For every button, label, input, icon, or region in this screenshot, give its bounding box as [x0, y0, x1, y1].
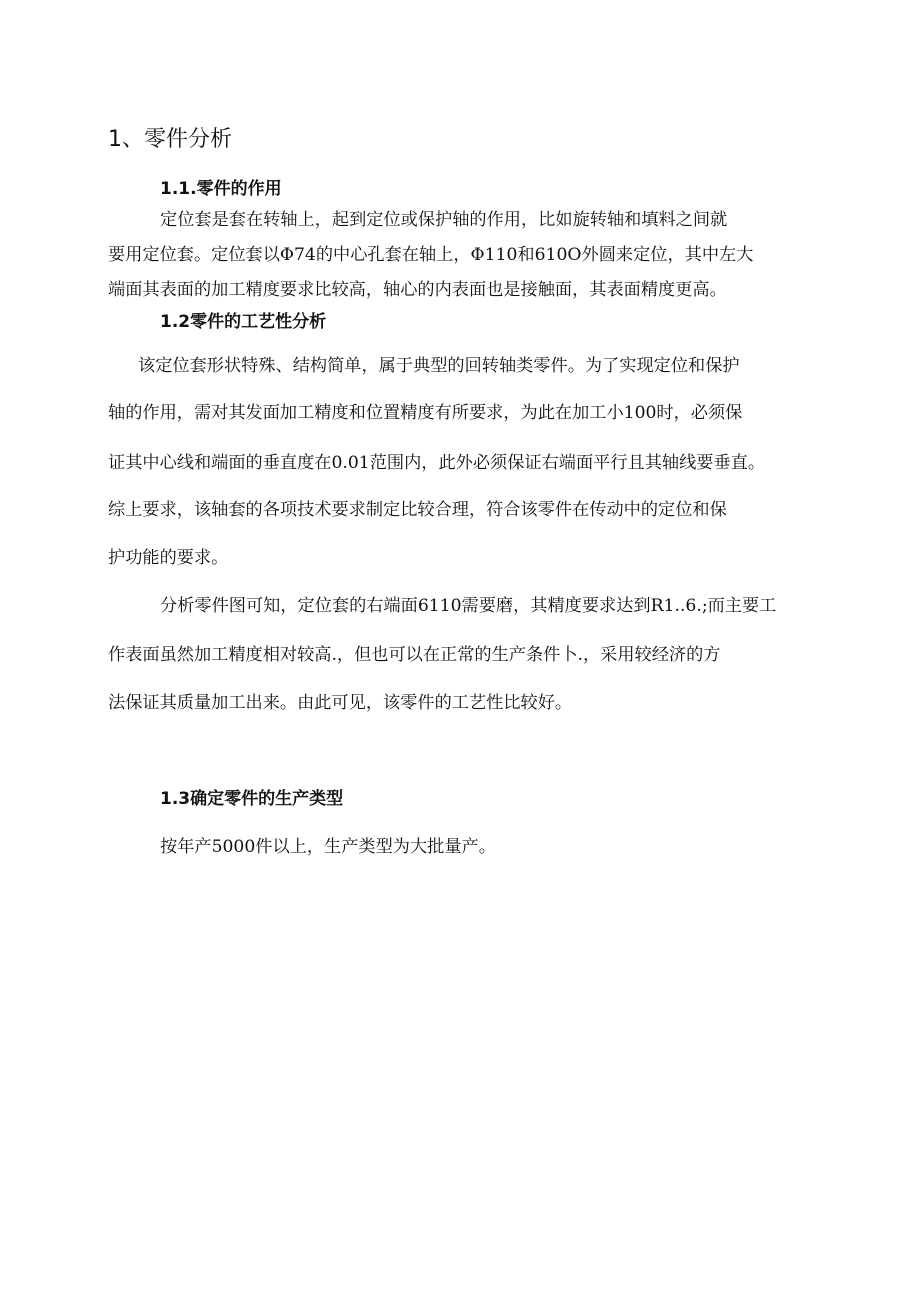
paragraph-line: 作表面虽然加工精度相对较高.，但也可以在正常的生产条件卜.，采用较经济的方 [108, 645, 721, 665]
paragraph-line: 护功能的要求。 [108, 548, 229, 568]
section-heading-1: 1、零件分析 [108, 127, 232, 152]
paragraph-line: 证其中心线和端面的垂直度在0.01范围内，此外必须保证右端面平行且其轴线要垂直。 [108, 453, 766, 473]
paragraph-line: 分析零件图可知，定位套的右端面6110需要磨，其精度要求达到R1..6.;而主要工 [160, 596, 777, 616]
paragraph-line: 端面其表面的加工精度要求比较高，轴心的内表面也是接触面，其表面精度更高。 [108, 280, 727, 300]
paragraph-line: 按年产5000件以上，生产类型为大批量产。 [160, 837, 496, 857]
section-heading-1-1: 1.1.零件的作用 [160, 179, 282, 199]
paragraph-line: 法保证其质量加工出来。由此可见，该零件的工艺性比较好。 [108, 693, 573, 713]
paragraph-line: 该定位套形状特殊、结构简单，属于典型的回转轴类零件。为了实现定位和保护 [138, 356, 740, 376]
paragraph-line: 轴的作用，需对其发面加工精度和位置精度有所要求，为此在加工小100时，必须保 [108, 403, 743, 423]
section-heading-1-3: 1.3确定零件的生产类型 [160, 789, 344, 809]
section-heading-1-2: 1.2零件的工艺性分析 [160, 312, 327, 332]
paragraph-line: 要用定位套。定位套以Φ74的中心孔套在轴上，Φ110和610O外圆来定位，其中左大 [108, 245, 754, 265]
paragraph-line: 综上要求，该轴套的各项技术要求制定比较合理，符合该零件在传动中的定位和保 [108, 500, 727, 520]
paragraph-line: 定位套是套在转轴上，起到定位或保护轴的作用，比如旋转轴和填料之间就 [160, 210, 728, 230]
